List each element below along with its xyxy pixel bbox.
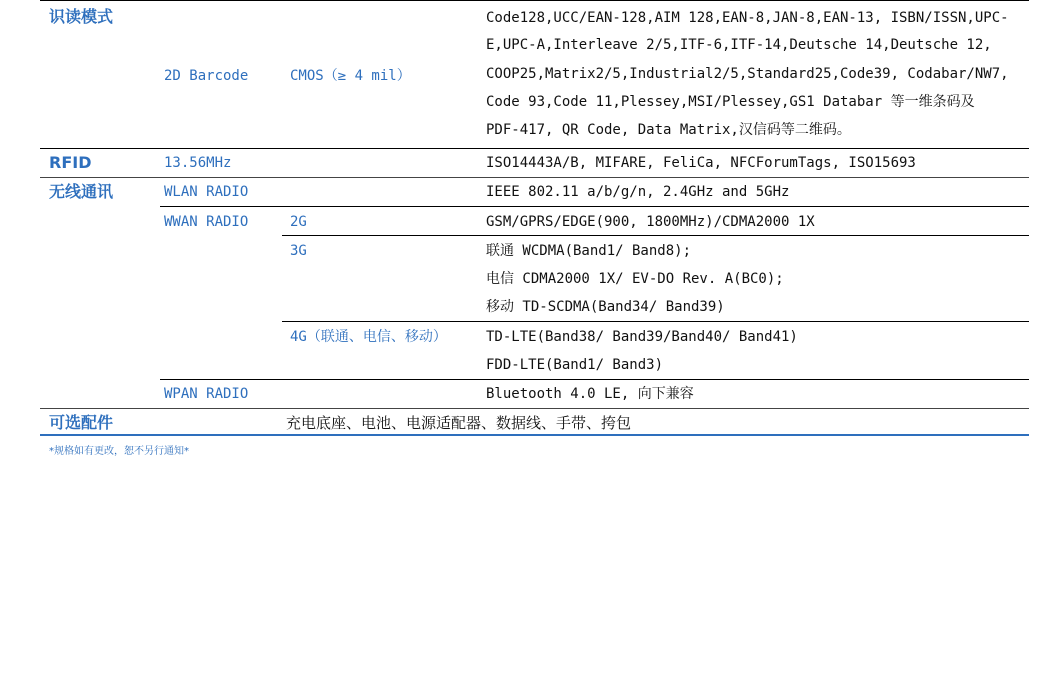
wlan-value: IEEE 802.11 a/b/g/n, 2.4GHz and 5GHz [486,184,790,200]
rfid-standards: ISO14443A/B, MIFARE, FeliCa, NFCForumTags, ISO15693 [486,155,916,171]
wwan-3g-label: 3G [290,243,307,259]
row-rule [40,408,1029,409]
row-rule [282,321,1029,322]
wwan-4g-label: 4G（联通、电信、移动） [290,329,447,345]
wpan-value: Bluetooth 4.0 LE, 向下兼容 [486,386,694,402]
wwan-label: WWAN RADIO [164,214,249,230]
footnote: *规格如有更改，恕不另行通知* [49,446,189,457]
wwan-3g-line-3: 移动 TD-SCDMA(Band34/ Band39) [486,299,725,315]
wwan-3g-line-2: 电信 CDMA2000 1X/ EV-DO Rev. A(BC0); [486,271,784,287]
row-rule [40,177,1029,178]
row-rule [40,148,1029,149]
barcode-type: 2D Barcode [164,68,249,84]
symbology-line-1: Code128,UCC/EAN-128,AIM 128,EAN-8,JAN-8,EAN-13, ISBN/ISSN,UPC- [486,10,1009,26]
accessories-value: 充电底座、电池、电源适配器、数据线、手带、挎包 [286,414,632,432]
rfid-frequency: 13.56MHz [164,155,232,171]
symbology-line-5: PDF-417, QR Code, Data Matrix,汉信码等二维码。 [486,122,851,138]
wwan-2g-label: 2G [290,214,307,230]
wwan-4g-line-1: TD-LTE(Band38/ Band39/Band40/ Band41) [486,329,798,345]
category-wireless: 无线通讯 [49,182,114,201]
symbology-line-3: COOP25,Matrix2/5,Industrial2/5,Standard25,Code39, Codabar/NW7, [486,66,1009,82]
symbology-line-2: E,UPC-A,Interleave 2/5,ITF-6,ITF-14,Deutsche 14,Deutsche 12, [486,37,992,53]
wlan-label: WLAN RADIO [164,184,249,200]
sensor-type: CMOS（≥ 4 mil） [290,68,411,84]
wpan-label: WPAN RADIO [164,386,249,402]
wwan-3g-line-1: 联通 WCDMA(Band1/ Band8); [486,243,692,259]
table-bottom-rule [40,434,1029,436]
wwan-2g-value: GSM/GPRS/EDGE(900, 1800MHz)/CDMA2000 1X [486,214,815,230]
symbology-line-4: Code 93,Code 11,Plessey,MSI/Plessey,GS1 Databar 等一维条码及 [486,94,975,110]
row-rule [282,235,1029,236]
category-accessories: 可选配件 [49,413,114,432]
category-scan-mode: 识读模式 [49,7,114,26]
wwan-4g-line-2: FDD-LTE(Band1/ Band3) [486,357,664,373]
row-rule [160,379,1029,380]
category-rfid: RFID [49,153,92,172]
table-top-rule [40,0,1029,1]
row-rule [160,206,1029,207]
